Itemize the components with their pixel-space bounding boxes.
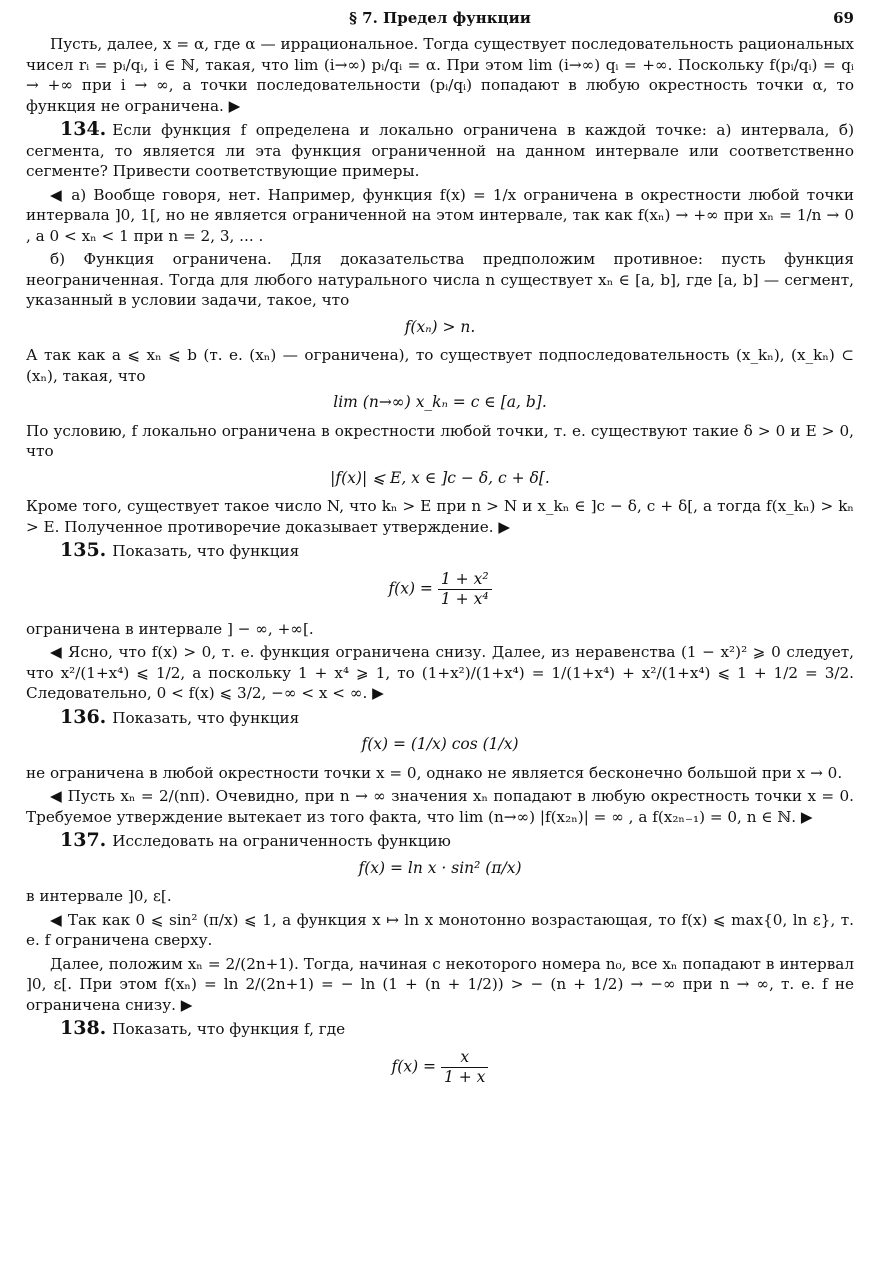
- problem-text: Показать, что функция: [112, 542, 300, 560]
- fraction: [441, 1048, 488, 1087]
- solution-text: не ограничена в любой окрестности точки x = 0, однако не является бесконечно большой при x → 0.: [26, 763, 843, 782]
- problem-136-statement: [26, 707, 854, 729]
- problem-text: Исследовать на ограниченность функцию: [112, 832, 451, 850]
- problem-text: Если функция f определена и локально ограничена в каждой точке: а) интервала, б) сегмента, то является ли эта функция ограниченной на данном интервале или соответственно сегменте? Привести соответствующие примеры.: [26, 121, 854, 180]
- problem-number: 134.: [60, 118, 107, 140]
- numerator: x: [441, 1048, 488, 1068]
- solution-text: ◀ Так как 0 ⩽ sin² (π/x) ⩽ 1, а функция x ↦ ln x монотонно возрастающая, то f(x) ⩽ max{0, ln ε}, т. е. f ограничена сверху.: [26, 910, 854, 949]
- formula: [26, 1048, 854, 1087]
- problem-135-statement: [26, 540, 854, 562]
- solution-text: Кроме того, существует такое число N, что kₙ > E при n > N и x_kₙ ∈ ]c − δ, c + δ[, а тогда f(x_kₙ) > kₙ > E. Полученное противоречие доказывает утверждение. ▶: [26, 497, 854, 536]
- formula-lhs: f(x) =: [388, 579, 433, 597]
- page-number: 69: [833, 9, 854, 27]
- formula: |f(x)| ⩽ E, x ∈ ]c − δ, c + δ[.: [330, 468, 550, 487]
- problem-number: 135.: [60, 539, 107, 561]
- formula-lhs: f(x) =: [391, 1057, 437, 1075]
- solution-text: А так как a ⩽ xₙ ⩽ b (т. е. (xₙ) — ограничена), то существует подпоследовательность (x_kₙ), (x_kₙ) ⊂ (xₙ), такая, что: [26, 346, 854, 385]
- solution-text: ограничена в интервале ] − ∞, +∞[.: [26, 619, 314, 638]
- solution-text: ◀ Пусть xₙ = 2/(nπ). Очевидно, при n → ∞ значения xₙ попадают в любую окрестность точки x = 0. Требуемое утверждение вытекает из того факта, что lim (n→∞) |f(x₂ₙ)| = ∞ , а f(x₂ₙ₋₁) = 0, n ∈ ℕ. ▶: [26, 787, 854, 826]
- denominator: 1 + x: [443, 1067, 486, 1086]
- solution-text: ◀ Ясно, что f(x) > 0, т. е. функция ограничена снизу. Далее, из неравенства (1 − x²)² ⩾ 0 следует, что x²/(1+x⁴) ⩽ 1/2, а поскольку 1 + x⁴ ⩾ 1, то (1+x²)/(1+x⁴) = 1/(1+x⁴) + x²/(1+x⁴) ⩽ 1 + 1/2 = 3/2. Следовательно, 0 < f(x) ⩽ 3/2, −∞ < x < ∞. ▶: [26, 643, 854, 702]
- solution-text: в интервале ]0, ε[.: [26, 887, 172, 905]
- problem-137-statement: [26, 830, 854, 852]
- solution-text: По условию, f локально ограничена в окрестности любой точки, т. е. существуют такие δ > 0 и E > 0, что: [26, 421, 854, 460]
- section-title: § 7. Предел функции: [349, 9, 531, 27]
- problem-text: Показать, что функция f, где: [112, 1020, 346, 1038]
- formula: f(x) = (1/x) cos (1/x): [361, 735, 519, 753]
- formula: lim (n→∞) x_kₙ = c ∈ [a, b].: [333, 393, 547, 411]
- page-header: [26, 8, 854, 34]
- textbook-page: [26, 8, 854, 1097]
- solution-134-b: б) Функция ограничена. Для доказательства предположим противное: пусть функция неограниченная. Тогда для любого натурального числа n существует xₙ ∈ [a, b], где [a, b] — сегмент, указанный в условии задачи, такое, что: [26, 250, 854, 309]
- problem-number: 136.: [60, 705, 107, 728]
- solution-text: Далее, положим xₙ = 2/(2n+1). Тогда, начиная с некоторого номера n₀, все xₙ попадают в интервал ]0, ε[. При этом f(xₙ) = ln 2/(2n+1) = − ln (1 + (n + 1/2)) > − (n + 1/2) → −∞ при n → ∞, т. е. f не ограничена снизу. ▶: [26, 954, 854, 1014]
- denominator: 1 + x⁴: [440, 589, 489, 608]
- fraction: [438, 570, 492, 609]
- problem-number: 138.: [60, 1017, 107, 1039]
- problem-134-statement: [26, 119, 854, 182]
- formula: f(xₙ) > n.: [404, 317, 476, 336]
- problem-text: Показать, что функция: [112, 708, 300, 727]
- formula: [26, 570, 854, 609]
- numerator: 1 + x²: [438, 570, 492, 590]
- solution-134-a: ◀ а) Вообще говоря, нет. Например, функция f(x) = 1/x ограничена в окрестности любой точки интервала ]0, 1[, но не является ограниченной на этом интервале, так как f(xₙ) → +∞ при xₙ = 1/n → 0 , а 0 < xₙ < 1 при n = 2, 3, ... .: [26, 185, 854, 245]
- formula: f(x) = ln x · sin² (π/x): [358, 858, 522, 877]
- intro-paragraph: Пусть, далее, x = α, где α — иррациональное. Тогда существует последовательность рациональных чисел rᵢ = pᵢ/qᵢ, i ∈ ℕ, такая, что lim (i→∞) pᵢ/qᵢ = α. При этом lim (i→∞) qᵢ = +∞. Поскольку f(pᵢ/qᵢ) = qᵢ → +∞ при i → ∞, а точки последовательности (pᵢ/qᵢ) попадают в любую окрестность точки α, то функция не ограничена. ▶: [26, 35, 854, 115]
- problem-138-statement: [26, 1018, 854, 1040]
- problem-number: 137.: [60, 829, 107, 851]
